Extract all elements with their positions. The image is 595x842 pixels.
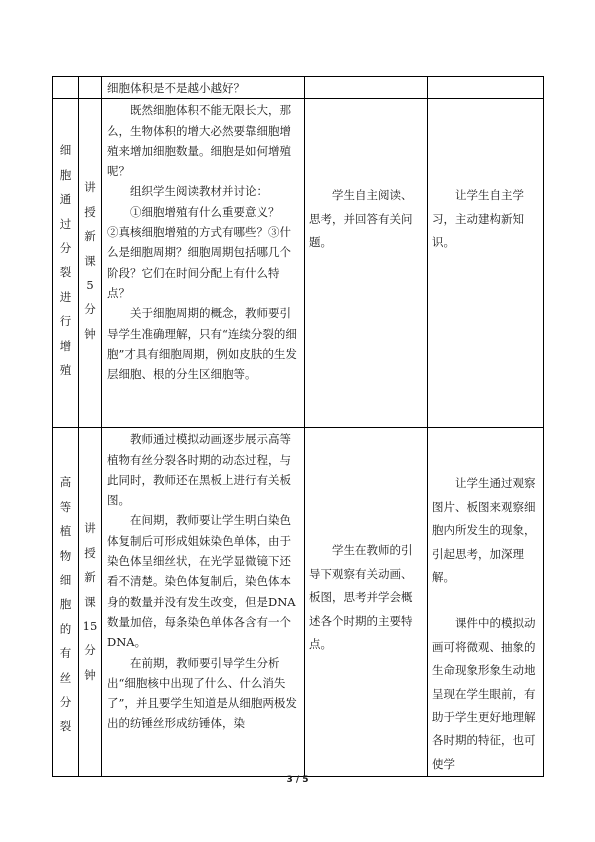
vertical-char: 分 <box>84 302 96 317</box>
student-activity-cell <box>305 428 428 777</box>
vertical-char: 有 <box>59 646 72 661</box>
vertical-char: 课 <box>84 594 96 609</box>
student-activity-cell <box>305 77 428 99</box>
vertical-char: 讲 <box>84 180 96 195</box>
method-cell <box>79 77 102 99</box>
vertical-char: 课 <box>84 253 96 268</box>
paragraph: 在间期，教师要让学生明白染色体复制后可形成姐妹染色单体，由于染色体呈细丝状，在光学显微镜下还看不清楚。染色体复制后，染色体本身的数量并没有发生改变，但是DNA数量加倍，每条染色单体各含有一个DNA。 <box>107 513 296 650</box>
vertical-char: 增 <box>59 338 72 353</box>
student-activity-text: 学生自主阅读、思考，并回答有关问题。 <box>309 188 413 250</box>
vertical-char: 进 <box>59 289 72 304</box>
topic-vertical-text <box>53 428 78 738</box>
paragraph: 让学生通过观察图片、板图来观察细胞内所发生的现象，引起思考，加深理解。 <box>432 476 536 584</box>
vertical-char: 15 <box>82 618 98 633</box>
page-number: 3 / 5 <box>286 775 309 785</box>
table-row-cell-division <box>53 99 544 428</box>
paragraph-gap <box>432 589 539 612</box>
design-intent-cell <box>428 428 544 777</box>
vertical-char: 分 <box>84 643 96 658</box>
method-cell <box>79 99 102 428</box>
vertical-char: 新 <box>84 570 96 585</box>
vertical-char: 通 <box>59 192 72 207</box>
teacher-activity-cell <box>102 428 305 777</box>
vertical-char: 分 <box>59 694 72 709</box>
teacher-activity-text <box>102 99 304 384</box>
topic-vertical-text <box>53 99 78 382</box>
topic-cell <box>53 77 79 99</box>
vertical-char: 新 <box>84 229 96 244</box>
vertical-char: 行 <box>59 314 72 329</box>
design-intent-text: 让学生自主学习，主动建构新知识。 <box>432 188 524 250</box>
teacher-activity-text <box>102 428 304 733</box>
vertical-char: 细 <box>59 572 72 587</box>
paragraph: 课件中的模拟动画可将微观、抽象的生命现象形象生动地呈现在学生眼前，有助于学生更好地理解各时期的特征，也可使学 <box>432 616 536 771</box>
vertical-char: 高 <box>59 475 72 490</box>
teacher-activity-cell <box>102 99 305 428</box>
teacher-activity-cell <box>102 77 305 99</box>
vertical-char: 授 <box>84 204 96 219</box>
student-activity-text: 学生在教师的引导下观察有关动画、板图，思考并学会概述各个时期的主要特点。 <box>309 543 413 651</box>
topic-cell <box>53 99 79 428</box>
paragraph: ②真核细胞增殖的方式有哪些？③什么是细胞周期？细胞周期包括哪几个阶段？它们在时间分配上有什么特点？ <box>107 225 291 300</box>
paragraph: 既然细胞体积不能无限长大，那么，生物体积的增大必然要靠细胞增殖来增加细胞数量。细胞是如何增殖呢？ <box>107 103 291 179</box>
vertical-char: 胞 <box>59 597 72 612</box>
vertical-char: 细 <box>59 143 72 158</box>
design-intent-cell <box>428 99 544 428</box>
vertical-char: 殖 <box>59 362 72 377</box>
vertical-char: 5 <box>86 277 94 292</box>
table-row-plant-mitosis <box>53 428 544 777</box>
paragraph: 组织学生阅读教材并讨论： <box>130 184 268 199</box>
teacher-text: 细胞体积是不是越小越好？ <box>107 81 245 95</box>
vertical-char: 植 <box>59 524 72 539</box>
vertical-char: 钟 <box>84 667 96 682</box>
lesson-plan-table <box>52 76 544 777</box>
vertical-char: 过 <box>59 216 72 231</box>
design-intent-cell <box>428 77 544 99</box>
vertical-char: 等 <box>59 499 72 514</box>
method-vertical-text <box>79 99 101 346</box>
method-vertical-text <box>79 428 101 687</box>
vertical-char: 讲 <box>84 521 96 536</box>
paragraph: 教师通过模拟动画逐步展示高等植物有丝分裂各时期的动态过程，与此同时，教师还在黑板上进行有关板图。 <box>107 432 291 508</box>
paragraph: ①细胞增殖有什么重要意义？ <box>130 204 280 219</box>
vertical-char: 胞 <box>59 167 72 182</box>
method-cell <box>79 428 102 777</box>
vertical-char: 丝 <box>59 670 72 685</box>
vertical-char: 钟 <box>84 326 96 341</box>
vertical-char: 裂 <box>59 265 72 280</box>
vertical-char: 授 <box>84 545 96 560</box>
topic-cell <box>53 428 79 777</box>
table-row-continuation <box>53 77 544 99</box>
student-activity-cell <box>305 99 428 428</box>
design-intent-text <box>428 428 543 776</box>
vertical-char: 裂 <box>59 719 72 734</box>
vertical-char: 的 <box>59 621 72 636</box>
vertical-char: 物 <box>59 548 72 563</box>
vertical-char: 分 <box>59 240 72 255</box>
paragraph: 在前期，教师要引导学生分析出“细胞核中出现了什么、什么消失了”，并且要学生知道是从细胞两极发出的纺锤丝形成纺锤体，染 <box>107 655 297 731</box>
paragraph: 关于细胞周期的概念，教师要引导学生准确理解，只有“连续分裂的细胞”才具有细胞周期，例如皮肤的生发层细胞、根的分生区细胞等。 <box>107 306 297 382</box>
